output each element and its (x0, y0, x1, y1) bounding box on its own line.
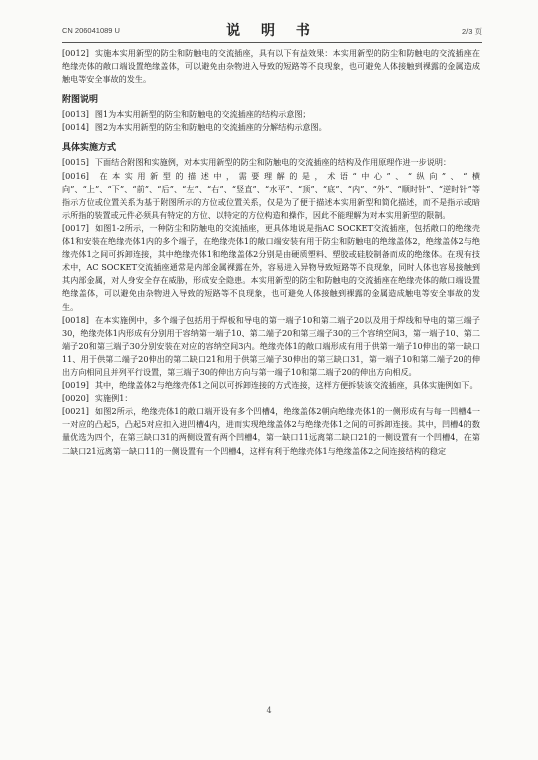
section-heading-figures: 附图说明 (62, 95, 99, 106)
page-number: 4 (266, 706, 272, 715)
paragraph-tag: [0012] (62, 48, 89, 58)
paragraph-text: 在本实施例中，多个端子包括用于焊板和导电的第一端子10和第二端子20以及用于焊线和导电的第三端子30，绝缘壳体1内形成有分别用于容纳第一端子10、第二端子20和第三端子30的三个容纳空间3，第一端子10、第二端子20和第三端子30分别安装在对应的容纳空间3内。绝缘壳体1的敞口端形成有用于供第一端子10伸出的第一缺口11、用于供第二端子20伸出的第二缺口21和用于供第三端子30伸出的第三缺口31，第一端子10和第二端子20的伸出方向相同且并列平行设置，第三端子30的伸出方向与第一端子10和第二端子20的伸出方向相反。 (62, 314, 480, 377)
paragraph-tag: [0015] (62, 157, 89, 168)
paragraph-text: 其中，绝缘盖体2与绝缘壳体1之间以可拆卸连接的方式连接，这样方便拆装该交流插座，具体实施例如下。 (94, 380, 478, 391)
paragraph-tag: [0019] (62, 380, 89, 391)
paragraph-text: 实施本实用新型的防尘和防触电的交流插座，具有以下有益效果：本实用新型的防尘和防触电的交流插座在绝缘壳体的敞口端设置绝缘盖体，可以避免由杂物进入导致的短路等不良现象，也可避免人体接触到裸露的金属造成触电等安全事故的发生。 (62, 48, 480, 85)
paragraph-text: 如图2所示，绝缘壳体1的敞口端开设有多个凹槽4，绝缘盖体2朝向绝缘壳体1的一侧形成有与每一凹槽4一一对应的凸起5，凸起5对应扣入进凹槽4内，进而实现绝缘盖体2与绝缘壳体1之间的可拆卸连接。其中，凹槽4的数量优选为四个，在第三缺口31的两侧设置有两个凹槽4，第一缺口11远离第二缺口21的一侧设置有一个凹槽4，在第二缺口21远离第一缺口11的一侧设置有一个凹槽4，这样有利于绝缘壳体1与绝缘盖体2之间连接结构的稳定 (62, 406, 480, 456)
section-heading-embodiment: 具体实施方式 (62, 143, 117, 154)
paragraph-text: 下面结合附图和实施例，对本实用新型的防尘和防触电的交流插座的结构及作用原理作进一步说明： (94, 157, 452, 168)
paragraph-tag: [0021] (62, 406, 89, 417)
paragraph-0013 (62, 108, 480, 121)
paragraph-tag: [0016] (62, 170, 89, 181)
paragraph-0015 (62, 156, 480, 169)
paragraph-0017 (62, 222, 480, 314)
paragraph-tag: [0020] (62, 393, 89, 404)
paragraph-tag: [0018] (62, 314, 89, 325)
paragraph-text: 如图1-2所示，一种防尘和防触电的交流插座，更具体地说是指AC SOCKET交流插座，包括敞口的绝缘壳体1和安装在绝缘壳体1内的多个端子，在绝缘壳体1的敞口端安装有用于防尘和防触电的绝缘盖体2，绝缘盖体2与绝缘壳体1之间可拆卸连接，其中绝缘壳体1和绝缘盖体2分别是由硬质塑料、塑胶或硅胶制备而成的绝缘体。在现有技术中，AC SOCKET交流插座通常是内部金属裸露在外，容易进入异物导致短路等不良现象，同时人体也容易接触到其内部金属，对人身安全存在威胁，形成安全隐患。本实用新型的防尘和防触电的交流插座在绝缘壳体的敞口端设置绝缘盖体，可以避免由杂物进入导致的短路等不良现象，也可避免人体接触到裸露的金属造成触电等安全事故的发生。 (62, 222, 480, 312)
paragraph-text: 图1为本实用新型的防尘和防触电的交流插座的结构示意图； (94, 109, 311, 120)
page-info: 2/3 页 (461, 27, 482, 36)
paragraph-0018 (62, 314, 480, 379)
document-body (62, 47, 480, 458)
paragraph-0020 (62, 392, 480, 405)
paragraph-tag: [0014] (62, 122, 89, 133)
paragraph-text: 实施例1： (94, 393, 133, 404)
paragraph-0012 (62, 47, 480, 86)
paragraph-0019 (62, 379, 480, 392)
document-title: 说 明 书 (226, 23, 318, 39)
paragraph-tag: [0013] (62, 109, 89, 120)
page-header (62, 20, 482, 43)
paragraph-0021 (62, 405, 480, 457)
paragraph-0016 (62, 170, 480, 222)
paragraph-text: 在本实用新型的描述中，需要理解的是，术语“中心”、“纵向”、“横向”、“上”、“下”、“前”、“后”、“左”、“右”、“竖直”、“水平”、“顶”、“底”、“内”、“外”、“顺时针”、“逆时针”等指示方位或位置关系为基于附图所示的方位或位置关系，仅是为了便于描述本实用新型和简化描述，而不是指示或暗示所指的装置或元件必须具有特定的方位、以特定的方位构造和操作，因此不能理解为对本实用新型的限制。 (62, 170, 480, 220)
paragraph-tag: [0017] (62, 222, 89, 233)
paragraph-0014 (62, 121, 480, 134)
paragraph-text: 图2为本实用新型的防尘和防触电的交流插座的分解结构示意图。 (94, 122, 327, 133)
patent-number: CN 206041089 U (62, 26, 120, 35)
